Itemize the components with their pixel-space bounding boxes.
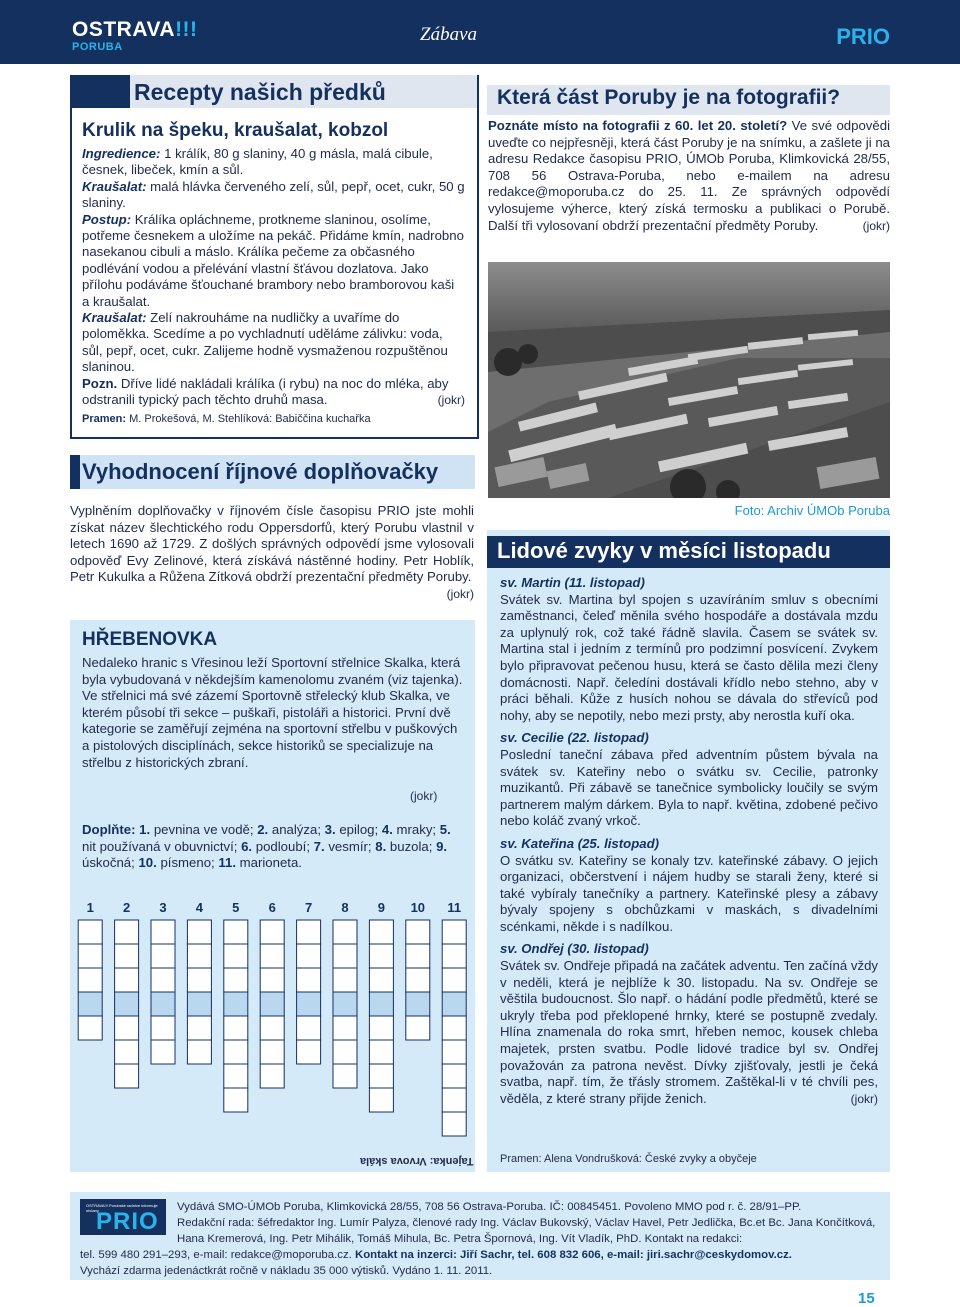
ostrava-logo: OSTRAVA!!! — [72, 18, 198, 41]
grid-cell[interactable] — [115, 944, 139, 968]
grid-cell[interactable] — [297, 1016, 321, 1040]
grid-cell[interactable] — [369, 920, 393, 944]
grid-cell[interactable] — [260, 968, 284, 992]
quiz-text: Poznáte místo na fotografii z 60. let 20. století? Ve své odpovědi uveďte co nejpřesněji, která část Poruby je na snímku, a zašlete ji na adresu Redakce časopisu PRIO, ÚMOb Poruba, Klimkovická 28/55, 708 56 Ostrava-Poruba, nebo e-mailem na adresu redakce@moporuba.cz do 25. 11. Ze správných odpovědí vylosujeme výherce, který získá termosku a publikaci o Porubě. Další tři vylosovaní obdrží prezentační předměty Poruby. (jokr) — [488, 118, 890, 233]
custom-heading: sv. Martin (11. listopad) — [500, 575, 645, 590]
crossword-clues: Doplňte: 1. pevnina ve vodě; 2. analýza; 3. epilog; 4. mraky; 5. nit používaná v obuvnictví; 6. podloubí; 7. vesmír; 8. buzola; 9. úskočná; 10. písmeno; 11. marioneta. — [82, 822, 451, 871]
custom-text: Poslední taneční zábava před adventním půstem bývala na svátek sv. Kateřiny nebo o svátku sv. Cecilie, patronky muzikantů. Při zábavě se tanečnice symbolicky loučily se svým partnerem malým dárkem. Byla to např. květina, zdobené pečivo nebo koláč zvaný vrkoč. — [500, 746, 878, 829]
grid-cell[interactable] — [369, 1016, 393, 1040]
grid-cell[interactable] — [151, 1040, 175, 1064]
grid-cell[interactable] — [442, 920, 466, 944]
grid-cell[interactable] — [187, 992, 211, 1016]
grid-cell[interactable] — [369, 1088, 393, 1112]
clue-number: 3. — [324, 822, 336, 837]
customs-source: Pramen: Alena Vondrušková: České zvyky a obyčeje — [500, 1153, 757, 1165]
custom-text: Svátek sv. Ondřeje připadá na začátek adventu. Ten začíná vždy v neděli, která je nejblíže k 30. listopadu. Na sv. Ondřeje se věštila budoucnost. Šlo např. o hádání podle předmětů, které se ukryly třeba pod překlopené hrnky, které se postupně zvedaly. Hlína znamenala do roka smrt, hřeben nemoc, kousek chleba majetek, prsten svatbu. Podle lidové tradice byl sv. Ondřej považován za patrona nevěst. Dívky zjišťovaly, jestli je čeká svatba, např. tím, že třásly stromem. Zaštěkal-li v té chvíli pes, věděla, z které strany přijde ženich. — [500, 958, 878, 1106]
grid-cell[interactable] — [369, 944, 393, 968]
grid-cell[interactable] — [224, 1064, 248, 1088]
grid-cell[interactable] — [187, 1040, 211, 1064]
recipe-sign: (jokr) — [437, 393, 465, 408]
clue-number: 1. — [139, 822, 151, 837]
grid-cell[interactable] — [224, 1016, 248, 1040]
clue-text: analýza; — [268, 822, 325, 837]
clue-number: 9. — [436, 838, 448, 854]
clue-text: písmeno; — [156, 855, 219, 871]
recipe-title: Recepty našich předků — [134, 79, 386, 105]
grid-cell[interactable] — [260, 1040, 284, 1064]
footer-logo-text: PRIO — [96, 1208, 159, 1235]
evaluation-title: Vyhodnocení říjnové doplňovačky — [82, 459, 439, 484]
crossword-title: HŘEBENOVKA — [82, 629, 218, 650]
evaluation-text: Vyplněním doplňovačky v říjnovém čísle časopisu PRIO jste mohli získat název šlechtického rodu Oppersdorfů, který Porubu vlastnil v letech 1690 až 1729. Z došlých správných odpovědí jsme vylosovali odpověď Evy Zelinové, která získává nástěnné hodiny. Petr Hoblík, Petr Kukulka a Růžena Zítková obdrží prezentační předměty Poruby. (jokr) — [70, 503, 474, 601]
grid-cell[interactable] — [224, 1088, 248, 1112]
grid-cell[interactable] — [297, 968, 321, 992]
grid-cell[interactable] — [115, 992, 139, 1016]
grid-column-number: 11 — [447, 900, 462, 915]
clue-text: marioneta. — [235, 855, 302, 871]
clue-text: buzola; — [386, 838, 437, 854]
prio-brand: PRIO — [836, 24, 890, 49]
clue-text: mraky; — [392, 822, 440, 837]
customs-title: Lidové zvyky v měsíci listopadu — [497, 538, 831, 563]
grid-cell[interactable] — [369, 1064, 393, 1088]
grid-cell[interactable] — [442, 1040, 466, 1064]
grid-cell[interactable] — [406, 1016, 430, 1040]
grid-cell[interactable] — [115, 1064, 139, 1088]
grid-cell[interactable] — [333, 920, 357, 944]
photo-credit: Foto: Archiv ÚMOb Poruba — [734, 503, 890, 518]
grid-cell[interactable] — [297, 944, 321, 968]
grid-cell[interactable] — [187, 968, 211, 992]
grid-cell[interactable] — [151, 1016, 175, 1040]
clue-number: 2. — [257, 822, 269, 837]
grid-cell[interactable] — [406, 920, 430, 944]
grid-cell[interactable] — [115, 920, 139, 944]
grid-cell[interactable] — [442, 1088, 466, 1112]
crossword-intro: Nedaleko hranic s Vřesinou leží Sportovní střelnice Skalka, která byla vybudovaná v někdejším kamenolomu zvaném (viz tajenka). Ve střelnici má své zázemí Sportovně střelecký klub Skalka, ve kterém působí tři sekce – puškaři, pistoláři a historici. První dvě kategorie se zaměřují zejména na sportovní střelbu v puškových a pistolových disciplínách, sekce historiků se specializuje na střelbu z historických zbraní. — [82, 655, 463, 770]
clue-text: podloubí; — [252, 838, 314, 854]
grid-cell[interactable] — [333, 968, 357, 992]
custom-text: O svátku sv. Kateřiny se konaly tzv. kateřinské zábavy. O jejich organizaci, občerstvení i nájem hudby se starali ženy, které si také vybíraly tanečníky a partnery. Kateřinské plesy a zábavy bývaly spojeny s obchůzkami v maskách, s divadelními scénkami, někde i s nadílkou. — [500, 852, 878, 934]
clue-number: 4. — [381, 822, 393, 837]
grid-cell[interactable] — [78, 968, 102, 992]
grid-cell[interactable] — [297, 920, 321, 944]
grid-cell[interactable] — [151, 968, 175, 992]
clue-number: 5. — [439, 822, 451, 837]
section-title: Zábava — [420, 24, 477, 45]
grid-cell[interactable] — [115, 1040, 139, 1064]
custom-text: Svátek sv. Martina byl spojen s uzavíráním smluv s obecními zaměstnanci, čeleď měnila svého hospodáře a dostávala mzdu za uplynulý rok, což také řádně slavila. Časem se svátek sv. Martina stal i jedním z termínů pro podzimní posvícení. Zvykem bylo připravovat pečenou husu, která se často dělila mezi členy domácnosti. Např. čeledíni dostávali křídlo nebo stehno, aby v práci běhali. Kůže z husích nohou se dávala do střevíců pod nohy, aby se nepotily, nebo mezi prsty, aby nerostla kuří oka. — [500, 591, 878, 723]
custom-heading: sv. Ondřej (30. listopad) — [500, 941, 649, 957]
grid-cell[interactable] — [260, 1064, 284, 1088]
grid-cell[interactable] — [187, 920, 211, 944]
grid-cell[interactable] — [151, 920, 175, 944]
customs-body: sv. Martin (11. listopad) Svátek sv. Martina byl spojen s uzavíráním smluv s obecními zaměstnanci, čeleď měnila svého hospodáře a dostávala mzdu za uplynulý rok, což také řádně slavila. Časem se svátek sv. Martina stal i jedním z termínů pro podzimní posvícení. Zvykem bylo připravovat pečenou husu, která se často dělila mezi členy domácnosti. Např. čeledíni dostávali křídlo nebo stehno, aby v práci běhali. Kůže z husích nohou se dávala do střevíců pod nohy, aby se nepotily, nebo mezi prsty, aby nerostla kuří oka. sv. Cecilie (22. listopad) Poslední taneční zábava před adventním půstem bývala na svátek sv. Kateřiny nebo o svátku sv. Cecilie, patronky muzikantů. Při zábavě se tanečnice symbolicky loučily se svým partnerem malým dárkem. Byla to např. květina, zdobené pečivo nebo koláč zvaný vrkoč. sv. Kateřina (25. listopad) O svátku sv. Kateřiny se konaly tzv. kateřinské zábavy. O jejich organizaci, občerstvení i nájem hudby se starali ženy, které si také vybíraly tanečníky a partnery. Kateřinské plesy a zábavy bývaly spojeny s obchůzkami v maskách, s divadelními scénkami, někde i s nadílkou. sv. Ondřej (30. listopad) Svátek sv. Ondřeje připadá na začátek adventu. Ten začíná vždy v neděli, která je nejblíže k 30. listopadu. Na sv. Ondřeje se věštila budoucnost. Šlo např. o hádání podle předmětů, které se ukryly třeba pod překlopené hrnky, které se postupně zvedaly. Hlína znamenala do roka smrt, hřeben nemoc, kousek chleba majetek, prsten svatbu. Podle lidové tradice byl sv. Ondřej považován za patrona nevěst. Dívky zjišťovaly, jestli je čeká svatba, např. tím, že třásly stromem. Zaštěkal-li v té chvíli pes, věděla, z které strany přijde ženich. (jokr) — [500, 575, 878, 1106]
grid-cell[interactable] — [369, 968, 393, 992]
clue-text: pevnina ve vodě; — [150, 822, 258, 837]
grid-cell[interactable] — [369, 1040, 393, 1064]
grid-cell[interactable] — [260, 944, 284, 968]
grid-cell[interactable] — [333, 1064, 357, 1088]
page-number: 15 — [858, 1290, 875, 1307]
grid-column-number: 5 — [232, 900, 240, 915]
recipe-dish-title: Krulik na špeku, kraušalat, kobzol — [82, 120, 389, 141]
grid-cell[interactable] — [78, 944, 102, 968]
grid-cell[interactable] — [442, 1112, 466, 1136]
grid-cell[interactable] — [406, 992, 430, 1016]
quiz-title: Která část Poruby je na fotografii? — [497, 86, 841, 109]
grid-cell[interactable] — [78, 1016, 102, 1040]
grid-cell[interactable] — [442, 968, 466, 992]
poruba-label: PORUBA — [72, 41, 123, 53]
grid-cell[interactable] — [78, 920, 102, 944]
footer-imprint: Vydává SMO-ÚMOb Poruba, Klimkovická 28/55, 708 56 Ostrava-Poruba. IČ: 00845451. Povoleno MMO pod r. č. 28/91–PP. Redakční rada: šéfredaktor Ing. Lumír Palyza, členové rady Ing. Václav Bukovský, Václav Havel, Petr Jedlička, Bc.et Bc. Jana Končítková, Hana Kremerová, Ing. Petr Mihálik, Tomáš Mihula, Bc. Petra Špornová, Ing. Vít Vladík, PhD. Kontakt na redakci: tel. 599 480 291–293, e-mail: redakce@moporuba.cz. Kontakt na inzerci: Jiří Sachr, tel. 608 832 606, e-mail: jiri.sachr@ceskydomov.cz. Vychází zdarma jedenáctkrát ročně v nákladu 35 000 výtisků. Vydáno 1. 11. 2011. — [80, 1201, 876, 1277]
grid-cell[interactable] — [78, 992, 102, 1016]
grid-column-number: 9 — [377, 900, 386, 915]
grid-cell[interactable] — [333, 1040, 357, 1064]
grid-column-number: 1 — [86, 900, 94, 915]
clue-number: 6. — [241, 838, 253, 854]
grid-cell[interactable] — [260, 1016, 284, 1040]
grid-column-number: 3 — [159, 900, 167, 915]
grid-cell[interactable] — [260, 920, 284, 944]
grid-column-number: 7 — [304, 900, 313, 915]
grid-cell[interactable] — [442, 1016, 466, 1040]
grid-cell[interactable] — [187, 1016, 211, 1040]
clue-number: 10. — [138, 855, 157, 871]
grid-cell[interactable] — [369, 992, 393, 1016]
custom-heading: sv. Kateřina (25. listopad) — [500, 835, 660, 851]
grid-cell[interactable] — [333, 1016, 357, 1040]
crossword-solution: Tajenka: Vrvova skála — [360, 1155, 474, 1167]
clue-text: nit používaná v obuvnictví; — [82, 838, 242, 854]
grid-cell[interactable] — [260, 992, 284, 1016]
recipe-body: Ingredience: 1 králík, 80 g slaniny, 40 g másla, malá cibule, česnek, libeček, kmín a sůl. Kraušalat: malá hlávka červeného zelí, sůl, pepř, ocet, cukr, 50 g slaniny. Postup: Králíka opláchneme, protkneme slaninou, osolíme, potřeme česnekem a uložíme na pekáč. Přidáme kmín, nadrobno nasekanou cibuli a máslo. Králíka pečeme za občasného podlévání vodou a přelévání vlastní šťávou dozlatova. Jako přílohu podáváme šťouchané brambory nebo bramborovou kaši a kraušalat. Kraušalat: Zelí nakrouháme na nudličky a uvaříme do poloměkka. Scedíme a po vychladnutí uděláme zálivku: voda, sůl, pepř, ocet, cukr. Zalijeme hodně vysmaženou rozpuštěnou slaninou. Pozn. Dříve lidé nakládali králíka (i rybu) na noc do mléka, aby odstranili typický pach těchto druhů masa. (jokr) — [82, 146, 465, 408]
crossword-sign: (jokr) — [410, 789, 438, 803]
grid-cell[interactable] — [224, 1040, 248, 1064]
clue-number: 8. — [375, 838, 387, 854]
grid-cell[interactable] — [442, 944, 466, 968]
grid-cell[interactable] — [151, 992, 175, 1016]
clue-text: vesmír; — [324, 838, 376, 854]
grid-column-number: 8 — [341, 900, 349, 915]
clue-number: 7. — [313, 838, 325, 854]
clue-text: epilog; — [335, 822, 382, 837]
grid-column-number: 4 — [195, 900, 204, 915]
footer-logo-small-text: OSTRAVA!!! Porubské radnice informuje občany — [86, 1203, 158, 1213]
grid-cell[interactable] — [115, 1016, 139, 1040]
grid-cell[interactable] — [115, 968, 139, 992]
grid-cell[interactable] — [187, 944, 211, 968]
grid-cell[interactable] — [333, 944, 357, 968]
grid-cell[interactable] — [151, 944, 175, 968]
grid-column-number: 10 — [410, 900, 426, 915]
clue-text: úskočná; — [82, 855, 139, 871]
clue-number: 11. — [218, 855, 236, 871]
grid-cell[interactable] — [333, 992, 357, 1016]
crossword-grid — [72, 898, 472, 1158]
custom-heading: sv. Cecilie (22. listopad) — [500, 730, 649, 746]
grid-column-number: 6 — [268, 900, 276, 915]
grid-cell[interactable] — [224, 944, 248, 968]
grid-cell[interactable] — [224, 920, 248, 944]
grid-cell[interactable] — [442, 992, 466, 1016]
recipe-source: Pramen: M. Prokešová, M. Stehlíková: Babiččina kuchařka — [82, 413, 371, 425]
grid-cell[interactable] — [224, 992, 248, 1016]
grid-cell[interactable] — [406, 968, 430, 992]
aerial-photo — [488, 262, 890, 498]
grid-cell[interactable] — [442, 1064, 466, 1088]
grid-cell[interactable] — [406, 944, 430, 968]
grid-cell[interactable] — [297, 1040, 321, 1064]
grid-column-number: 2 — [122, 900, 131, 915]
grid-cell[interactable] — [224, 968, 248, 992]
grid-cell[interactable] — [297, 992, 321, 1016]
